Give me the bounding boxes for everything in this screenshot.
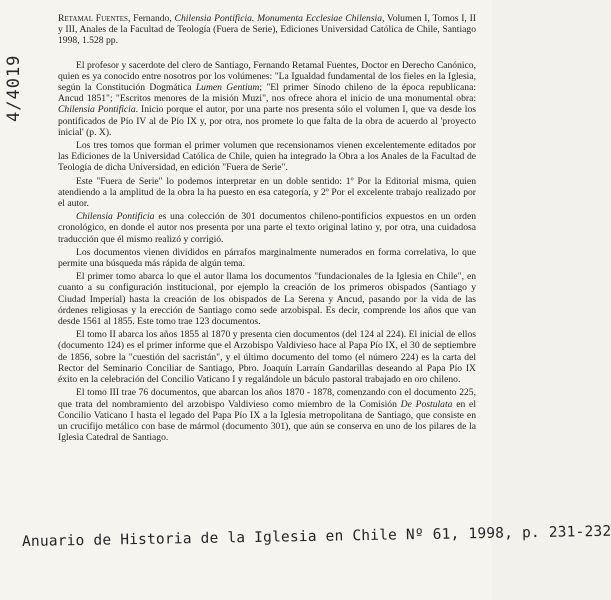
paragraph-6: El primer tomo abarca lo que el autor llama los documentos "fundacionales de la Iglesia en Chile", en cuanto a su configuración institucional, por ejemplo la creación de los primeros obispados (Santiago y Ciudad Imperial) hasta la creación de los obispados de La Serena y Ancud, pasando por la vida de las órdenes religiosas y la erección de Santiago como sede arzobispal. Es decir, comprende los años que van desde 1561 al 1855. Este tomo trae 123 documentos. (58, 271, 476, 328)
author-first-name: Fernando, (133, 13, 172, 24)
review-text (58, 13, 476, 445)
paragraph-4-italic: Chilensia Pontificia (76, 211, 155, 223)
paragraph-1-text-c: . Inicio porque el autor, por una parte nos presenta sólo el volumen I, que va desde los pontificados de Pío IV al de Pío IX y, por otra, nos promete lo que falta de la obra de acuerdo al 'proyecto inicial' (p. X). (58, 104, 476, 138)
paragraph-7: El tomo II abarca los años 1855 al 1870 y presenta cien documentos (del 124 al 224). El inicial de ellos (documento 124) es el primer informe que el Arzobispo Valdivieso hace al Papa Pío IX, el 30 de septiembre de 1856, sobre la "cuestión del sacristán", y el último documento del tomo (el número 224) es la carta del Rector del Seminario Conciliar de Santiago, Pbro. Joaquín Larraín Gandarillas deseando al Papa Pío IX éxito en la celebración del Concilio Vaticano I y regalándole un báculo pastoral trabajado en oro chileno. (58, 329, 476, 386)
handwritten-catalog-number: 4/4019 (4, 54, 24, 122)
paragraph-1-italic-2: Chilensia Pontificia (58, 104, 136, 116)
bibliographic-header (58, 13, 476, 47)
paragraph-4-text: es una colección de 301 documentos chileno-pontificios expuestos en un orden cronológico, en donde el autor nos presenta por una parte el texto original latino y, por otra, una cuidadosa traducción que él mismo realizó y corrigió. (58, 211, 476, 245)
paragraph-8-italic: De Postulata (400, 398, 453, 410)
paragraph-1-italic-1: Lumen Gentium (195, 82, 260, 94)
paragraph-5: Los documentos vienen divididos en párrafos marginalmente numerados en forma correlativa, lo que permite una búsqueda más rápida de algún tema. (58, 246, 476, 270)
book-title: Chilensia Pontificia. Monumenta Ecclesiae Chilensia, (174, 13, 385, 24)
paragraph-1-text-b: ; "El primer Sínodo chileno de la época republicana: Ancud 1851"; "Escritos menores de la misión Muzi", nos ofrece ahora el inicio de una monumental obra: (58, 82, 476, 105)
paragraph-8 (58, 387, 476, 443)
paragraph-4 (58, 211, 476, 245)
paragraph-1 (58, 60, 476, 138)
paragraph-2: Los tres tomos que forman el primer volumen que recensionamos vienen excelentemente editados por las Ediciones de la Universidad Católica de Chile, quien ha integrado la Obra a los Anales de la Facultad de Teología de dicha Universidad, en edición "Fuera de Serie". (58, 140, 476, 174)
paragraph-1-text-a: El profesor y sacerdote del clero de Santiago, Fernando Retamal Fuentes, Doctor en Derecho Canónico, quien es ya conocido entre nosotros por los volúmenes: "La Igualdad fundamental de los fieles en la Iglesia, según la Constitución Dogmática (58, 59, 476, 94)
handwritten-source-citation: Anuario de Historia de la Iglesia en Chile Nº 61, 1998, p. 231-232 (21, 523, 611, 551)
author-surname: Retamal Fuentes, (58, 13, 131, 24)
publication-details: Volumen I, Tomos I, II y III, Anales de la Facultad de Teología (Fuera de Serie), Ediciones Universidad Católica de Chile, Santiago 1998, 1.528 pp. (58, 13, 476, 47)
paragraph-8-text-b: en el Concilio Vaticano I hasta el legado del Papa Pío IX a la Iglesia metropolitana de Santiago, que consiste en un crucifijo metálico con base de mármol (documento 301), que aún se conserva en uno de los pilares de la Iglesia Catedral de Santiago. (58, 398, 476, 444)
paragraph-8-text-a: El tomo III trae 76 documentos, que abarcan los años 1870 - 1878, comenzando con el documento 225, que trata del nombramiento del arzobispo Valdivieso como miembro de la Comisión (58, 387, 476, 410)
paragraph-3: Este "Fuera de Serie" lo podemos interpretar en un doble sentido: 1º Por la Editorial misma, quien atendiendo a la amplitud de la obra la ha puesto en esa categoría, y 2º Por el excelente trabajo realizado por el autor. (58, 175, 476, 210)
